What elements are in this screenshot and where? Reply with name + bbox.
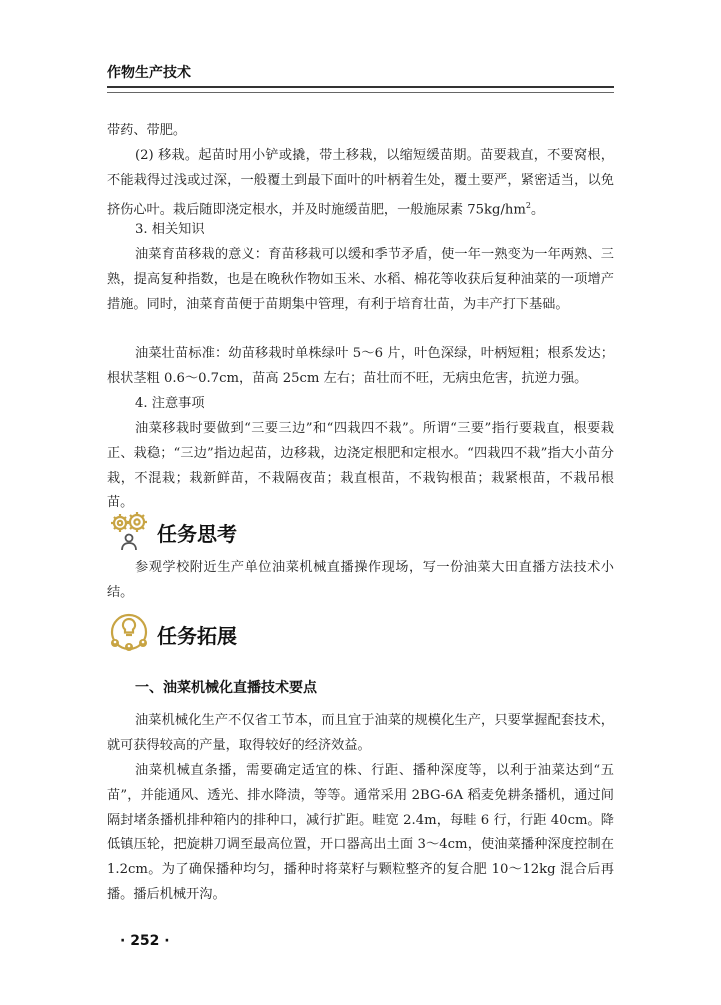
gears-person-icon [107,508,151,556]
paragraph-strong-seedling: 油菜壮苗标准：幼苗移栽时单株绿叶 5～6 片，叶色深绿，叶柄短粗；根系发达；根状茎粗 0.6～0.7cm，苗高 25cm 左右；苗壮而不旺，无病虫危害，抗逆力强。 [107,346,614,386]
header-rule-thick [107,86,614,88]
paragraph-significance: 油菜育苗移栽的意义：育苗移栽可以缓和季节矛盾，使一年一熟变为一年两熟、三熟，提高复种指数，也是在晚秋作物如玉米、水稻、棉花等收获后复种油菜的一项增产措施。同时，油菜育苗便于苗期集中管理，有利于培育壮苗，为丰产打下基础。 [107,247,614,312]
header-rule-thin [107,92,614,93]
unit-superscript: 2 [525,200,532,210]
section-header-expand [107,612,237,656]
paragraph-precautions: 油菜移栽时要做到“三要三边”和“四栽四不栽”。所谓“三要”指行要栽直，根要栽正、栽稳；“三边”指边起苗，边移栽，边浇定根肥和定根水。“四栽四不栽”指大小苗分栽，不混栽；栽新鲜苗，不栽隔夜苗；栽直根苗，不栽钩根苗；栽紧根苗，不栽吊根苗。 [107,421,614,511]
heading-precautions: 4. 注意事项 [135,396,205,411]
paragraph-think-task: 参观学校附近生产单位油菜机械直播操作现场，写一份油菜大田直播方法技术小结。 [107,560,614,600]
paragraph-direct-seeding: 油菜机械直条播，需要确定适宜的株、行距、播种深度等，以利于油菜达到“五苗”，并能通风、透光、排水降渍，等等。通常采用 2BG-6A 稻麦免耕条播机，通过间隔封堵条播机排种箱内的排种口，减行扩距。畦宽 2.4m，每畦 6 行，行距 40cm。降低镇压轮，把旋耕刀调至最高位置，开口器高出土面 3～4cm，使油菜播种深度控制在 1.2cm。为了确保播种均匀，播种时将菜籽与颗粒整齐的复合肥 10～12kg 混合后再播。播后机械开沟。 [107,763,614,902]
section-title-expand: 任务拓展 [157,623,237,648]
heading-related-knowledge: 3. 相关知识 [135,222,205,237]
subsection-heading: 一、油菜机械化直播技术要点 [135,680,317,696]
section-title-think: 任务思考 [157,521,237,546]
paragraph-mechanization: 油菜机械化生产不仅省工节本，而且宜于油菜的规模化生产，只要掌握配套技术，就可获得较高的产量，取得较好的经济效益。 [107,713,614,753]
paragraph-continuation: 带药、带肥。 [107,123,187,138]
section-header-think [107,510,237,554]
page-number: · 252 · [120,933,170,949]
paragraph-transplant [107,144,614,223]
paragraph-transplant-text: (2) 移栽。起苗时用小铲或撬，带土移栽，以缩短缓苗期。苗要栽直，不要窝根，不能栽得过浅或过深，一般覆土到最下面叶的叶柄着生处，覆土要严，紧密适当，以免挤伤心叶。栽后随即浇定根水，并及时施缓苗肥，一般施尿素 75kg/hm [107,148,614,217]
running-header: 作物生产技术 [107,65,191,81]
paragraph-transplant-end: 。 [531,201,545,217]
lightbulb-people-icon [107,610,151,658]
